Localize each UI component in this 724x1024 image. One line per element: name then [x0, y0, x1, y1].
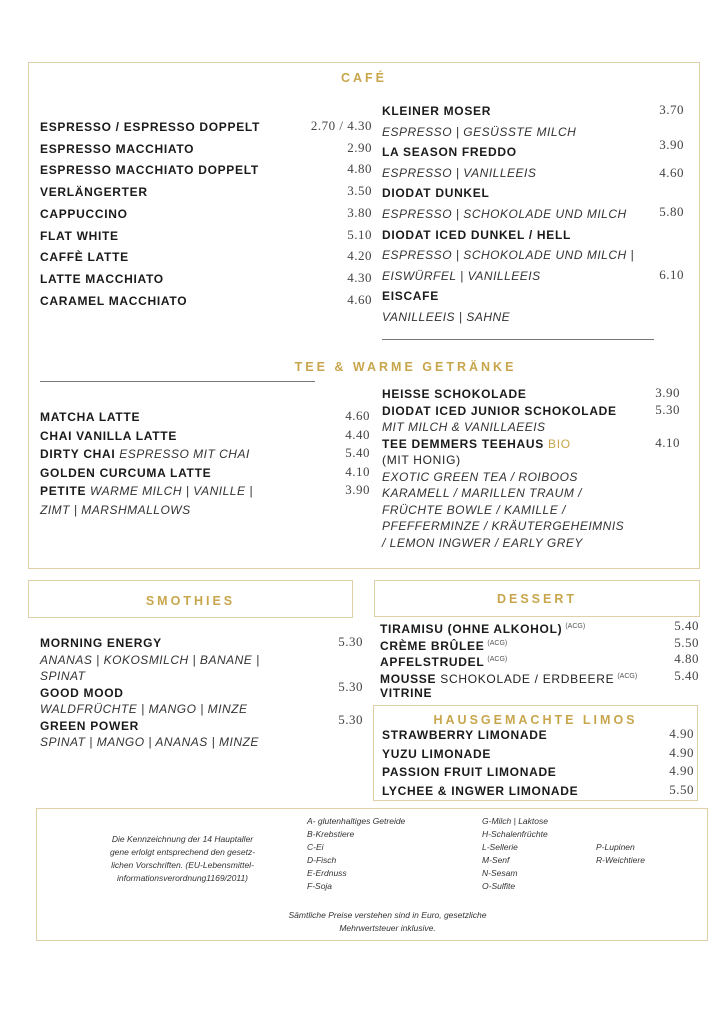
item-description: KARAMELL / MARILLEN TRAUM / — [382, 486, 582, 500]
item-name: CHAI VANILLA LATTE — [40, 428, 178, 443]
item-price: 5.50 — [674, 634, 699, 650]
footer-text-line: N-Sesam — [482, 868, 518, 878]
tee-heading: TEE & WARME GETRÄNKE — [294, 360, 517, 374]
item-price: 5.50 — [669, 782, 694, 798]
footer-text-line: A- glutenhaltiges Getreide — [307, 816, 406, 826]
item-name: CAFFÈ LATTE — [40, 250, 129, 265]
menu-item-line — [382, 745, 491, 763]
allergen-tag: (ACG) — [487, 639, 508, 647]
footer-text-line: B-Krebstiere — [307, 829, 355, 839]
footer-text-line: informationsverordnung1169/2011) — [116, 873, 249, 883]
menu-item-line — [382, 484, 582, 502]
item-description: MIT MILCH & VANILLAEEIS — [382, 420, 546, 434]
item-price: 2.70 / 4.30 — [310, 118, 372, 133]
item-description: / LEMON INGWER / EARLY GREY — [382, 535, 583, 550]
item-description: ESPRESSO | SCHOKOLADE UND MILCH — [382, 207, 627, 221]
item-name: GOLDEN CURCUMA LATTE — [40, 465, 212, 480]
item-name: DIODAT DUNKEL — [382, 186, 490, 201]
item-description: VANILLEEIS | SAHNE — [382, 310, 511, 324]
menu-item-line — [382, 143, 517, 161]
item-name: DIRTY CHAI — [40, 447, 116, 462]
dessert-heading: DESSERT — [496, 592, 578, 606]
item-name: GREEN POWER — [40, 718, 140, 733]
item-description: ZIMT | MARSHMALLOWS — [40, 503, 191, 517]
menu-item-line — [382, 402, 617, 420]
item-name: LATTE MACCHIATO — [40, 271, 164, 286]
menu-item-line — [382, 164, 536, 182]
menu-item-line — [40, 161, 259, 179]
menu-item-line — [382, 782, 578, 800]
item-name: DIODAT ICED JUNIOR SCHOKOLADE — [382, 403, 617, 418]
footer-text-line: O-Sulfite — [482, 881, 516, 891]
smothies-heading: SMOTHIES — [145, 594, 236, 608]
menu-item-line — [40, 651, 260, 669]
divider — [382, 339, 654, 340]
item-description: SPINAT | MANGO | ANANAS | MINZE — [40, 735, 259, 749]
item-description: EISWÜRFEL | VANILLEEIS — [382, 268, 541, 283]
item-name: LA SEASON FREDDO — [382, 145, 517, 160]
item-description: ESPRESSO | GESÜSSTE MILCH — [382, 124, 577, 139]
item-name: ESPRESSO MACCHIATO DOPPELT — [40, 163, 259, 178]
menu-item-line — [40, 227, 119, 245]
item-price: 5.80 — [659, 204, 684, 219]
item-price: 5.40 — [674, 618, 699, 633]
menu-item-line — [380, 635, 507, 653]
menu-item-line — [40, 700, 248, 718]
menu-item-line — [40, 684, 124, 702]
menu-item-line — [382, 308, 510, 326]
item-price: 3.50 — [347, 183, 372, 199]
item-price: 3.90 — [345, 482, 370, 498]
item-price: 5.30 — [338, 634, 363, 649]
menu-item-line — [40, 464, 211, 482]
item-price: 4.60 — [659, 164, 684, 180]
menu-item-line — [382, 184, 490, 202]
menu-item-line — [382, 517, 624, 535]
item-price: 3.70 — [659, 102, 684, 117]
menu-item-line — [382, 763, 557, 781]
item-name: TEE DEMMERS TEEHAUS — [382, 436, 549, 451]
footer-text-line: P-Lupinen — [596, 842, 635, 852]
item-name: DIODAT ICED DUNKEL / HELL — [382, 227, 572, 242]
item-price: 3.90 — [655, 385, 680, 400]
item-description: PFEFFERMINZE / KRÄUTERGEHEIMNIS — [382, 519, 625, 533]
footer-text-line: F-Soja — [307, 881, 333, 891]
item-name: MORNING ENERGY — [40, 636, 162, 650]
item-price: 4.90 — [669, 726, 694, 741]
item-name: PETITE — [40, 484, 87, 499]
item-description: ANANAS | KOKOSMILCH | BANANE | — [40, 652, 260, 667]
item-price: 4.90 — [669, 744, 694, 760]
menu-item-line — [382, 226, 571, 244]
item-description: WARME MILCH | VANILLE | — [86, 484, 253, 499]
item-price: 5.30 — [655, 401, 680, 417]
item-name: STRAWBERRY LIMONADE — [382, 728, 548, 742]
limos-heading: HAUSGEMACHTE LIMOS — [433, 713, 638, 727]
menu-item-line — [382, 726, 547, 744]
item-name: PASSION FRUIT LIMONADE — [382, 765, 557, 780]
allergen-tag: (ACG) — [487, 656, 508, 663]
menu-item-line — [380, 668, 637, 686]
menu-item-line — [382, 123, 576, 141]
menu-item-line — [380, 684, 432, 702]
item-name: VITRINE — [380, 686, 433, 700]
menu-item-line — [40, 482, 253, 500]
menu-item-line — [40, 248, 129, 266]
footer-text-line: L-Sellerie — [482, 842, 518, 852]
item-price: 3.90 — [659, 137, 684, 153]
item-price: 4.10 — [655, 434, 680, 450]
item-name: CRÈME BRÛLEE — [380, 638, 485, 653]
menu-item-line — [40, 270, 164, 288]
item-name: KLEINER MOSER — [382, 104, 492, 118]
item-price: 4.90 — [669, 763, 694, 779]
item-name: VERLÄNGERTER — [40, 185, 148, 200]
menu-item-line — [382, 287, 439, 305]
item-price: 4.20 — [347, 248, 372, 264]
item-description: WALDFRÜCHTE | MANGO | MINZE — [40, 702, 248, 716]
menu-item-line — [40, 292, 187, 310]
item-price: 4.40 — [345, 426, 370, 442]
item-price: 5.10 — [347, 226, 372, 242]
menu-item-line — [382, 267, 541, 285]
menu-item-line — [40, 717, 139, 735]
item-price: 4.10 — [345, 463, 370, 479]
item-name: MOUSSE — [380, 671, 437, 686]
item-name: HEISSE SCHOKOLADE — [382, 387, 527, 401]
menu-item-line — [40, 183, 148, 201]
item-description: ESPRESSO MIT CHAI — [115, 447, 250, 462]
item-name: ESPRESSO / ESPRESSO DOPPELT — [40, 120, 261, 134]
footer-text-line: Die Kennzeichnung der 14 Hauptaller — [111, 834, 254, 844]
cafe-heading: CAFÉ — [340, 71, 388, 85]
footer-text-line: D-Fisch — [307, 855, 337, 865]
item-price: 3.80 — [347, 204, 372, 220]
item-price: 5.30 — [338, 678, 363, 694]
item-description: EXOTIC GREEN TEA / ROIBOOS — [382, 469, 578, 484]
menu-item-line — [382, 435, 571, 453]
item-name: YUZU LIMONADE — [382, 746, 492, 761]
footer-text-line: Mehrwertsteuer inklusive. — [339, 923, 436, 933]
footer-text-line: M-Senf — [482, 855, 510, 865]
item-variant: (MIT HONIG) — [382, 453, 461, 467]
menu-item-line — [380, 651, 507, 669]
item-description: ESPRESSO | VANILLEEIS — [382, 165, 537, 180]
item-price: 4.30 — [347, 269, 372, 285]
menu-item-line — [382, 468, 578, 486]
footer-text-line: R-Weichtiere — [596, 855, 645, 865]
item-price: 2.90 — [347, 139, 372, 155]
item-name: MATCHA LATTE — [40, 410, 141, 424]
item-price: 5.40 — [345, 445, 370, 461]
menu-item-line — [40, 118, 260, 136]
menu-item-line — [40, 667, 85, 685]
item-name: GOOD MOOD — [40, 685, 124, 700]
item-name: CARAMEL MACCHIATO — [40, 293, 188, 308]
footer-text-line: gene erlolgt entsprechend den gesetz- — [109, 847, 256, 857]
item-price: 4.80 — [347, 161, 372, 177]
item-description: FRÜCHTE BOWLE / KAMILLE / — [382, 502, 566, 517]
menu-item-line — [382, 418, 546, 436]
footer-text-line: C-Ei — [307, 842, 324, 852]
item-price: 4.80 — [674, 651, 699, 666]
menu-item-line — [382, 534, 583, 552]
divider — [40, 381, 315, 382]
item-bio-label: BIO — [548, 436, 571, 451]
menu-item-line — [382, 385, 527, 403]
menu-item-line — [40, 408, 140, 426]
menu-item-line — [382, 451, 461, 469]
allergen-tag: (ACG) — [565, 623, 586, 630]
menu-item-line — [382, 246, 634, 264]
item-name: TIRAMISU (OHNE ALKOHOL) — [380, 622, 563, 636]
menu-item-line — [382, 102, 491, 120]
item-name: LYCHEE & INGWER LIMONADE — [382, 784, 579, 799]
footer-text-line: G-Milch | Laktose — [482, 816, 548, 826]
footer-text-line: H-Schalenfrüchte — [482, 829, 548, 839]
footer-text-line: lichen Vorschriften. (EU-Lebensmittel- — [111, 860, 254, 870]
menu-item-line — [40, 733, 259, 751]
menu-item-line — [382, 501, 566, 519]
item-description: SPINAT — [40, 669, 86, 683]
item-name: APFELSTRUDEL — [380, 655, 485, 669]
item-name: EISCAFE — [382, 289, 439, 304]
item-variant: SCHOKOLADE / ERDBEERE — [436, 671, 615, 686]
footer-text-line: Sämtliche Preise verstehen sind in Euro, gesetzliche — [288, 910, 487, 920]
item-description: ESPRESSO | SCHOKOLADE UND MILCH | — [382, 248, 635, 263]
item-name: FLAT WHITE — [40, 228, 119, 243]
menu-item-line — [40, 140, 194, 158]
item-price: 5.30 — [338, 711, 363, 727]
item-price: 6.10 — [659, 266, 684, 282]
menu-item-line — [40, 634, 162, 652]
menu-item-line — [380, 618, 585, 636]
item-price: 4.60 — [347, 291, 372, 307]
item-price: 4.60 — [345, 408, 370, 423]
allergen-tag: (ACG) — [617, 672, 638, 680]
item-name: CAPPUCCINO — [40, 206, 128, 221]
item-name: ESPRESSO MACCHIATO — [40, 141, 195, 156]
menu-item-line — [40, 427, 177, 445]
menu-item-line — [40, 445, 250, 463]
menu-item-line — [40, 501, 191, 519]
footer-text-line: E-Erdnuss — [307, 868, 347, 878]
menu-item-line — [382, 205, 627, 223]
item-price: 5.40 — [674, 667, 699, 683]
menu-item-line — [40, 205, 128, 223]
